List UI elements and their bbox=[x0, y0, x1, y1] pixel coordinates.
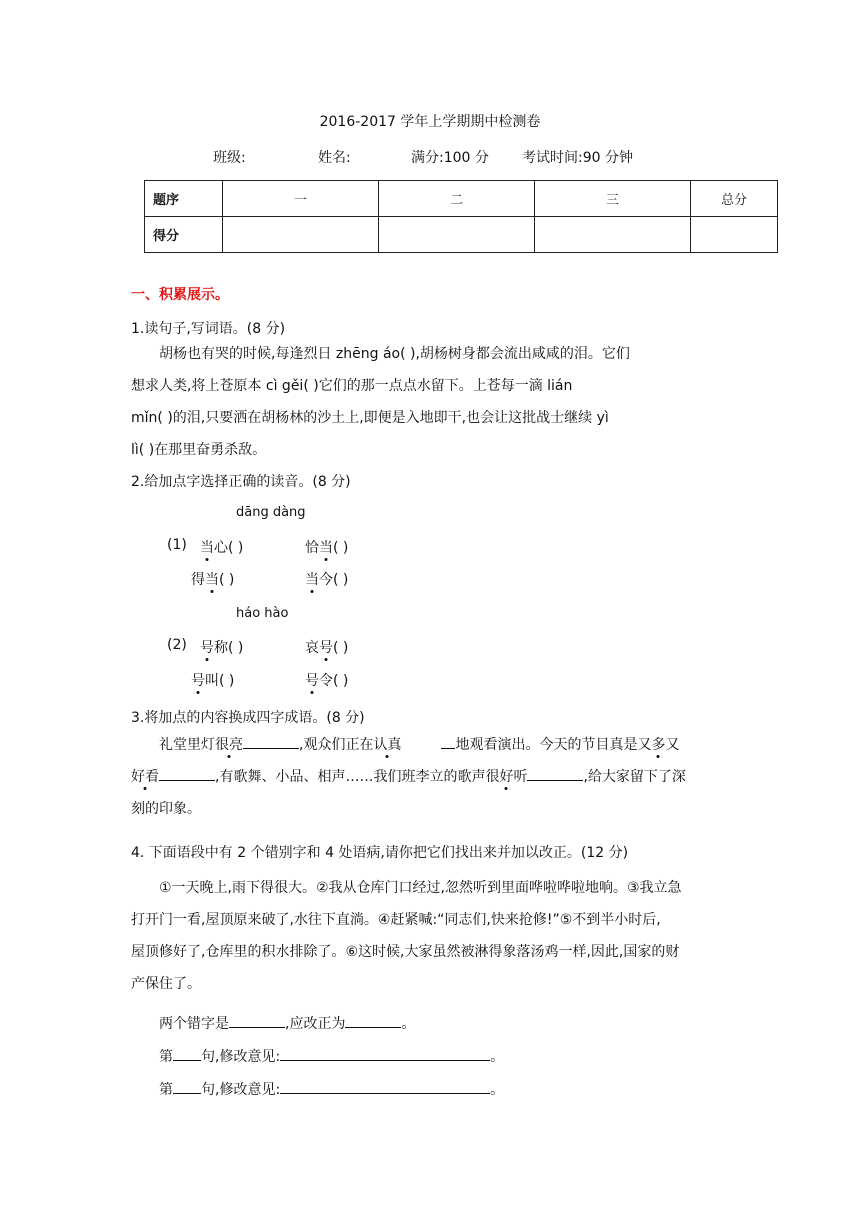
page-title: 2016-2017 学年上学期期中检测卷 bbox=[319, 114, 541, 130]
text: 两个错字是 bbox=[159, 1016, 229, 1032]
answer-blank[interactable] bbox=[159, 766, 215, 781]
pinyin-options-2: háo hào bbox=[236, 606, 289, 621]
dotted-text: 很亮 bbox=[215, 737, 243, 753]
text: 第 bbox=[159, 1049, 173, 1065]
answer-blank[interactable] bbox=[229, 1013, 285, 1028]
dotted-text: 很好听 bbox=[485, 769, 528, 785]
text: 。 bbox=[401, 1016, 416, 1032]
table-cell: 题序 bbox=[145, 181, 223, 217]
answer-blank[interactable]: ( ) bbox=[219, 572, 235, 588]
dotted-char: 当 bbox=[200, 540, 214, 556]
answer-blank[interactable]: 令( ) bbox=[319, 673, 349, 689]
passage-line bbox=[131, 761, 731, 793]
score-table bbox=[144, 180, 778, 253]
passage-line: 胡杨也有哭的时候,每逢烈日 zhēng áo( ),胡杨树身都会流出咸咸的泪。它们 bbox=[159, 346, 630, 362]
text: ,有歌舞、小品、相声……我们班李立的歌声 bbox=[215, 769, 486, 785]
dotted-text: 认真 bbox=[373, 737, 402, 753]
dotted-text: 又多又 bbox=[637, 737, 680, 753]
question-4-title: 4. 下面语段中有 2 个错别字和 4 处语病,请你把它们找出来并加以改正。(12 分) bbox=[131, 845, 629, 861]
char: 哀 bbox=[305, 640, 319, 656]
text: ,给大家留下了深 bbox=[583, 769, 686, 785]
answer-blank[interactable] bbox=[527, 766, 583, 781]
pinyin-options-1: dāng dàng bbox=[236, 505, 306, 520]
text: 地观看演出。今天的节目真是 bbox=[455, 737, 638, 753]
answer-line-revision bbox=[159, 1079, 504, 1099]
answer-blank[interactable] bbox=[441, 734, 455, 749]
passage-line: 刻的印象。 bbox=[131, 801, 201, 817]
word-item bbox=[305, 637, 348, 657]
passage-line: 打开门一看,屋顶原来破了,水往下直淌。④赶紧喊:“同志们,快来抢修!”⑤不到半小时后, bbox=[131, 912, 661, 928]
group-label-1: (1) bbox=[167, 537, 187, 553]
table-cell: 二 bbox=[379, 181, 535, 217]
exam-time: 考试时间:90 分钟 bbox=[522, 150, 633, 166]
word-item bbox=[305, 537, 348, 557]
answer-blank[interactable]: 叫( ) bbox=[205, 673, 235, 689]
text: 礼堂里灯 bbox=[159, 737, 215, 753]
question-3-passage bbox=[131, 729, 731, 825]
answer-blank[interactable] bbox=[173, 1079, 201, 1094]
name-label: 姓名: bbox=[318, 150, 351, 166]
answer-blank[interactable] bbox=[280, 1079, 490, 1094]
dotted-char: 当 bbox=[305, 572, 319, 588]
question-2-title: 2.给加点字选择正确的读音。(8 分) bbox=[131, 474, 351, 490]
answer-blank[interactable]: 今( ) bbox=[319, 572, 349, 588]
word-item bbox=[305, 569, 348, 589]
passage-line: 产保住了。 bbox=[131, 976, 201, 992]
answer-line-revision bbox=[159, 1046, 504, 1066]
answer-blank[interactable]: 心( ) bbox=[214, 540, 244, 556]
word-item bbox=[305, 670, 348, 690]
answer-blank[interactable]: 称( ) bbox=[214, 640, 244, 656]
passage-line: mǐn( )的泪,只要洒在胡杨林的沙土上,即便是入地即干,也会让这批战士继续 yì bbox=[131, 410, 609, 426]
passage-line: 屋顶修好了,仓库里的积水排除了。⑥这时候,大家虽然被淋得象落汤鸡一样,因此,国家的财 bbox=[131, 944, 680, 960]
passage-line: ①一天晚上,雨下得很大。②我从仓库门口经过,忽然听到里面哗啦哗啦地响。③我立急 bbox=[159, 880, 682, 896]
answer-blank[interactable]: ( ) bbox=[333, 540, 349, 556]
table-cell: 得分 bbox=[145, 217, 223, 253]
score-input-cell[interactable] bbox=[691, 217, 778, 253]
word-item bbox=[200, 637, 243, 657]
text: 第 bbox=[159, 1082, 173, 1098]
score-input-cell[interactable] bbox=[535, 217, 691, 253]
char: 得 bbox=[191, 572, 205, 588]
text: ,观众们正在 bbox=[299, 737, 374, 753]
dotted-char: 当 bbox=[319, 540, 333, 556]
dotted-char: 号 bbox=[191, 673, 205, 689]
answer-blank[interactable] bbox=[345, 1013, 401, 1028]
question-1-passage bbox=[131, 338, 731, 466]
dotted-char: 当 bbox=[205, 572, 219, 588]
dotted-char: 号 bbox=[319, 640, 333, 656]
answer-blank[interactable]: ( ) bbox=[333, 640, 349, 656]
score-input-cell[interactable] bbox=[223, 217, 379, 253]
table-row bbox=[145, 217, 778, 253]
char: 恰 bbox=[305, 540, 319, 556]
dotted-char: 号 bbox=[305, 673, 319, 689]
word-item bbox=[191, 670, 234, 690]
section-heading: 一、积累展示。 bbox=[131, 287, 229, 303]
table-cell: 三 bbox=[535, 181, 691, 217]
score-input-cell[interactable] bbox=[379, 217, 535, 253]
table-row bbox=[145, 181, 778, 217]
answer-blank[interactable] bbox=[280, 1046, 490, 1061]
answer-blank[interactable] bbox=[173, 1046, 201, 1061]
passage-line: 想求人类,将上苍原本 cì gěi( )它们的那一点点水留下。上苍每一滴 lián bbox=[131, 378, 573, 394]
question-1-title: 1.读句子,写词语。(8 分) bbox=[131, 321, 286, 337]
text: 句,修改意见: bbox=[201, 1082, 281, 1098]
word-item bbox=[191, 569, 234, 589]
answer-line-typos bbox=[159, 1013, 415, 1033]
text: 句,修改意见: bbox=[201, 1049, 281, 1065]
passage-line: lì( )在那里奋勇杀敌。 bbox=[131, 442, 267, 458]
text: 。 bbox=[490, 1049, 505, 1065]
text: 。 bbox=[490, 1082, 505, 1098]
class-label: 班级: bbox=[213, 150, 246, 166]
answer-blank[interactable] bbox=[243, 734, 299, 749]
full-score: 满分:100 分 bbox=[411, 150, 489, 166]
question-3-title: 3.将加点的内容换成四字成语。(8 分) bbox=[131, 710, 365, 726]
dotted-text: 好看 bbox=[131, 769, 159, 785]
group-label-2: (2) bbox=[167, 637, 187, 653]
question-4-passage bbox=[131, 872, 731, 1000]
table-cell: 一 bbox=[223, 181, 379, 217]
dotted-char: 号 bbox=[200, 640, 214, 656]
text: ,应改正为 bbox=[285, 1016, 346, 1032]
table-cell: 总分 bbox=[691, 181, 778, 217]
passage-line bbox=[131, 729, 731, 761]
word-item bbox=[200, 537, 243, 557]
